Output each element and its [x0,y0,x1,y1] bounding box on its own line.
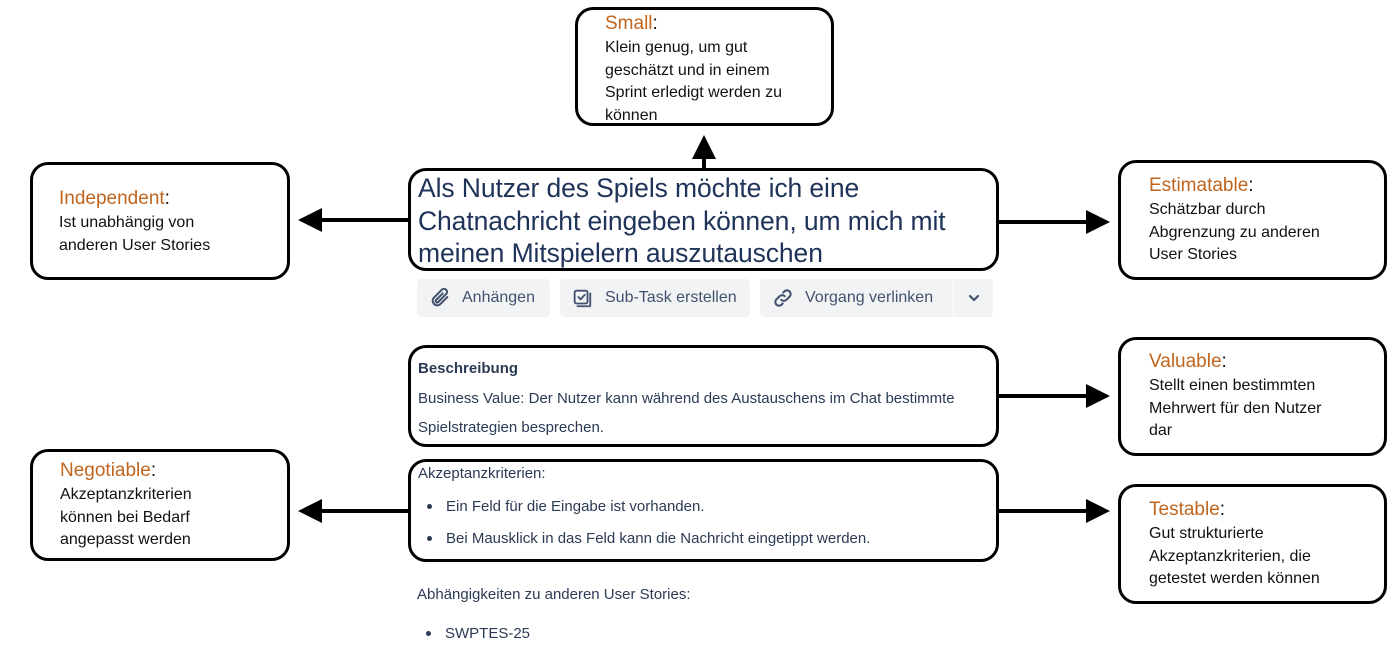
description-box [408,345,999,447]
testable-line: Gut strukturierte [1149,525,1264,542]
description-text-line: Business Value: Der Nutzer kann während des Austauschens im Chat bestimmte [418,390,955,407]
dependency-link[interactable]: SWPTES-25 [445,625,531,642]
independent-line: Ist unabhängig von [59,214,195,231]
negotiable-line: Akzeptanzkriterien [60,486,192,503]
independent-line: anderen User Stories [59,236,211,254]
testable-box [1118,484,1387,604]
story-title-line: Als Nutzer des Spiels möchte ich eine [418,173,860,203]
description-text-line: Spielstrategien besprechen. [418,419,604,436]
estimatable-title: Estimatable: [1149,175,1254,196]
attach-label: Anhängen [462,289,535,306]
independent-box [30,162,290,280]
description-heading: Beschreibung [418,360,519,377]
dependencies-heading: Abhängigkeiten zu anderen User Stories: [417,586,691,603]
estimatable-box [1118,160,1387,280]
negotiable-title: Negotiable: [60,460,157,481]
estimatable-line: Abgrenzung zu anderen [1149,223,1320,241]
checkbox-icon [571,287,593,309]
small-line: Sprint erledigt werden zu [605,84,782,101]
independent-title: Independent: [59,188,170,209]
acceptance-criteria-box [408,459,999,562]
small-line: können [605,106,658,124]
valuable-line: Stellt einen bestimmten [1149,377,1316,394]
small-title: Small: [605,13,658,34]
dependencies-section [417,584,691,644]
story-title-box [408,168,999,271]
acceptance-list [418,496,996,549]
small-line: geschätzt und in einem [605,61,770,79]
acceptance-item: Ein Feld für die Eingabe ist vorhanden. [418,496,996,517]
dependency-item[interactable] [417,623,691,644]
negotiable-line: angepasst werden [60,531,191,548]
testable-line: Akzeptanzkriterien, die [1149,547,1311,565]
estimatable-line: Schätzbar durch [1149,201,1266,218]
small-box [575,7,834,126]
subtask-label: Sub-Task erstellen [605,289,737,306]
valuable-line: dar [1149,422,1173,439]
more-actions-button[interactable] [954,279,993,317]
valuable-title: Valuable: [1149,351,1227,372]
dependencies-list [417,623,691,644]
paperclip-icon [429,287,451,309]
testable-line: getestet werden können [1149,570,1320,587]
attach-button[interactable] [417,279,550,317]
story-title-line: Chatnachricht eingeben können, um mich mit [418,205,946,236]
link-issue-button[interactable] [760,279,953,317]
negotiable-box [30,449,290,561]
acceptance-heading: Akzeptanzkriterien: [418,465,546,482]
small-line: Klein genug, um gut [605,39,748,56]
negotiable-line: können bei Bedarf [60,508,190,526]
acceptance-item: Bei Mausklick in das Feld kann die Nachricht eingetippt werden. [418,528,996,549]
testable-title: Testable: [1149,499,1226,520]
chevron-down-icon [967,291,981,305]
story-title-line: meinen Mitspielern auszutauschen [418,238,823,268]
create-subtask-button[interactable] [560,279,750,317]
link-icon [771,287,795,309]
estimatable-line: User Stories [1149,246,1238,263]
valuable-line: Mehrwert für den Nutzer [1149,399,1322,417]
valuable-box [1118,337,1387,456]
link-label: Vorgang verlinken [805,289,934,306]
